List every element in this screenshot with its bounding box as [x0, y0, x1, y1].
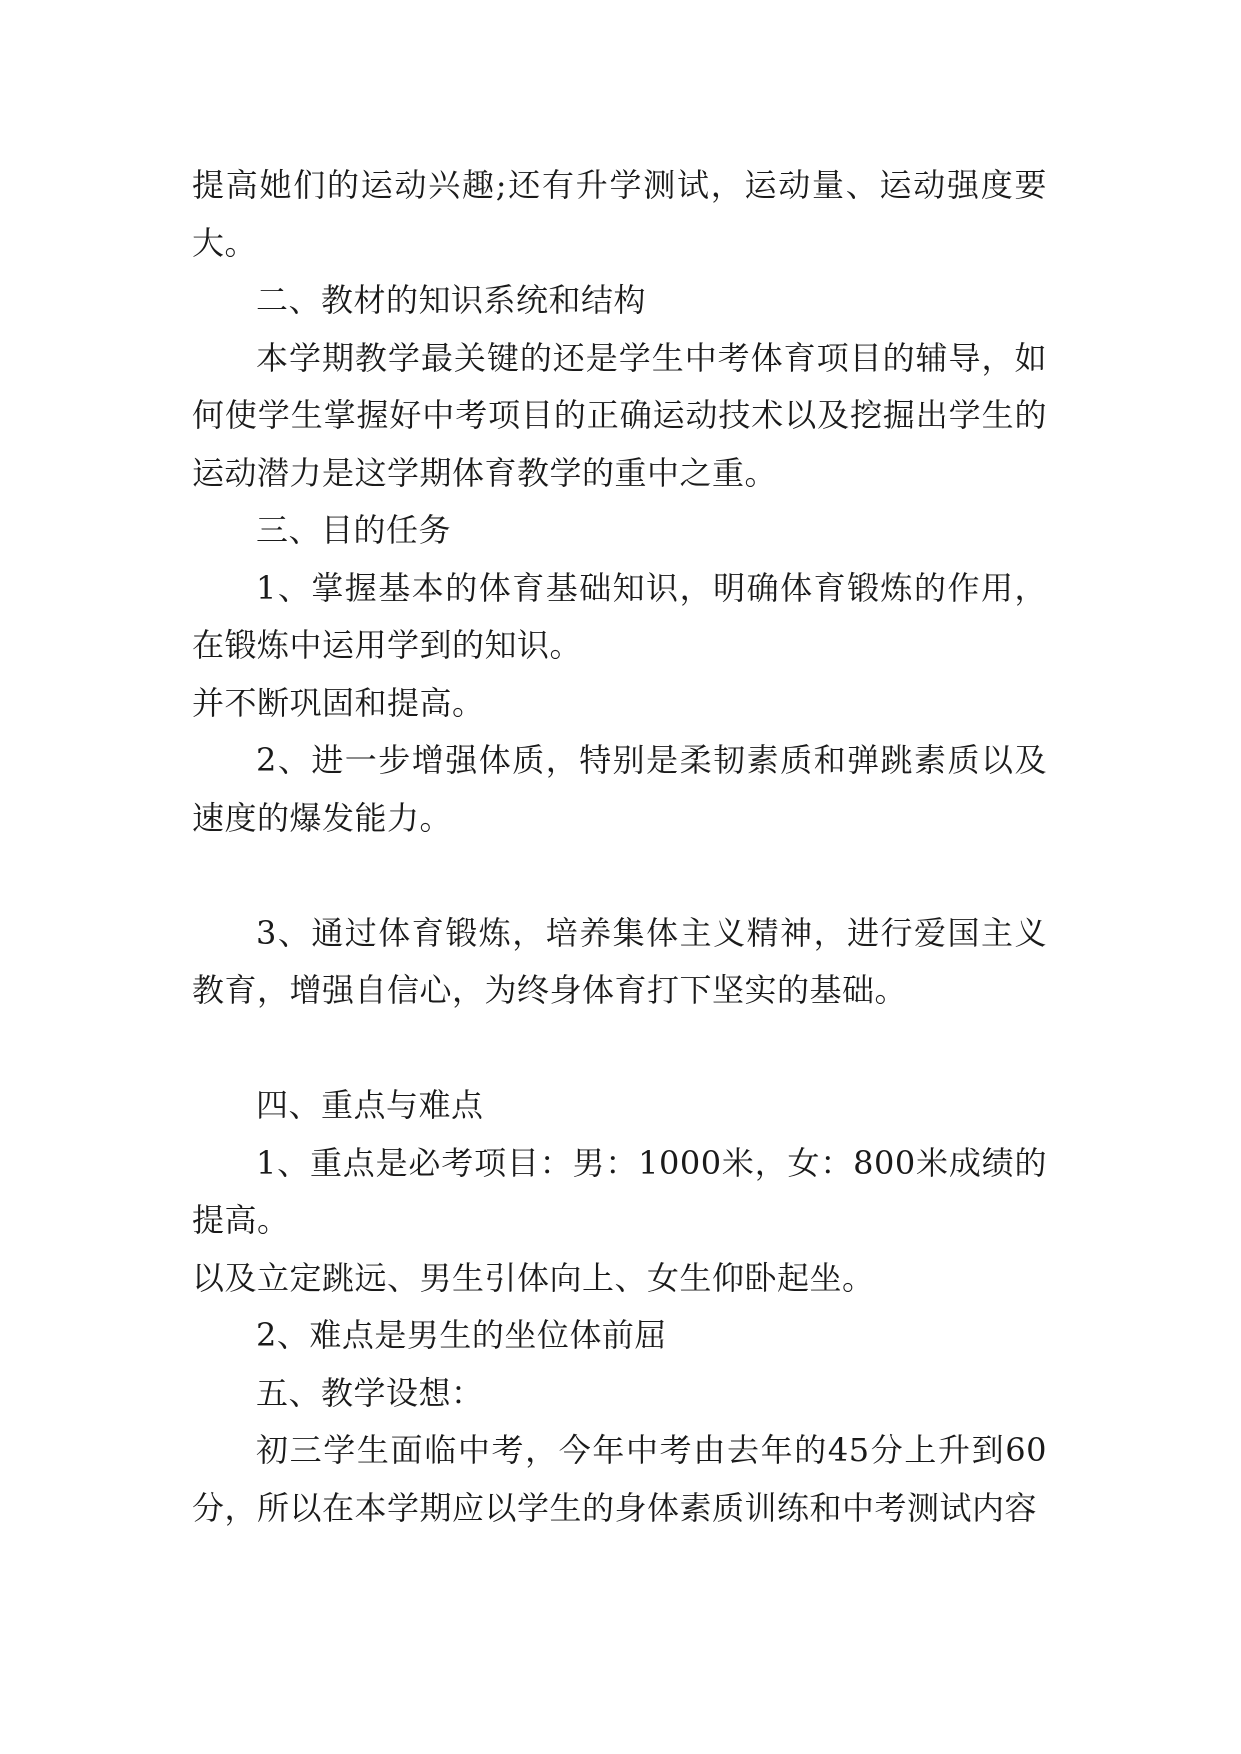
- task-item-1-continuation: 并不断巩固和提高。: [192, 683, 485, 722]
- paragraph-continuation: 提高她们的运动兴趣;还有升学测试，运动量、运动强度要大。: [192, 166, 1047, 262]
- section-heading-3: 三、目的任务: [256, 511, 452, 549]
- document-body: [192, 157, 1047, 1537]
- section-heading-5: 五、教学设想：: [256, 1373, 484, 1412]
- task-item-3: 3、通过体育锻炼，培养集体主义精神，进行爱国主义教育，增强自信心，为终身体育打下坚实的基础。: [192, 913, 1047, 1009]
- paragraph-textbook-structure: 本学期教学最关键的还是学生中考体育项目的辅导，如何使学生掌握好中考项目的正确运动技术以及挖掘出学生的运动潜力是这学期体育教学的重中之重。: [192, 338, 1047, 492]
- key-point-item-1-continuation: 以及立定跳远、男生引体向上、女生仰卧起坐。: [192, 1258, 875, 1297]
- task-item-1: 1、掌握基本的体育基础知识，明确体育锻炼的作用，在锻炼中运用学到的知识。: [192, 568, 1047, 664]
- section-heading-4: 四、重点与难点: [256, 1086, 484, 1124]
- key-point-item-2: 2、难点是男生的坐位体前屈: [256, 1316, 667, 1354]
- section-heading-2: 二、教材的知识系统和结构: [256, 281, 647, 319]
- paragraph-teaching-plan: 初三学生面临中考，今年中考由去年的45分上升到60分，所以在本学期应以学生的身体素质训练和中考测试内容: [192, 1431, 1047, 1527]
- key-point-item-1: 1、重点是必考项目：男：1000米，女：800米成绩的提高。: [192, 1143, 1047, 1239]
- task-item-2: 2、进一步增强体质，特别是柔韧素质和弹跳素质以及速度的爆发能力。: [192, 741, 1047, 837]
